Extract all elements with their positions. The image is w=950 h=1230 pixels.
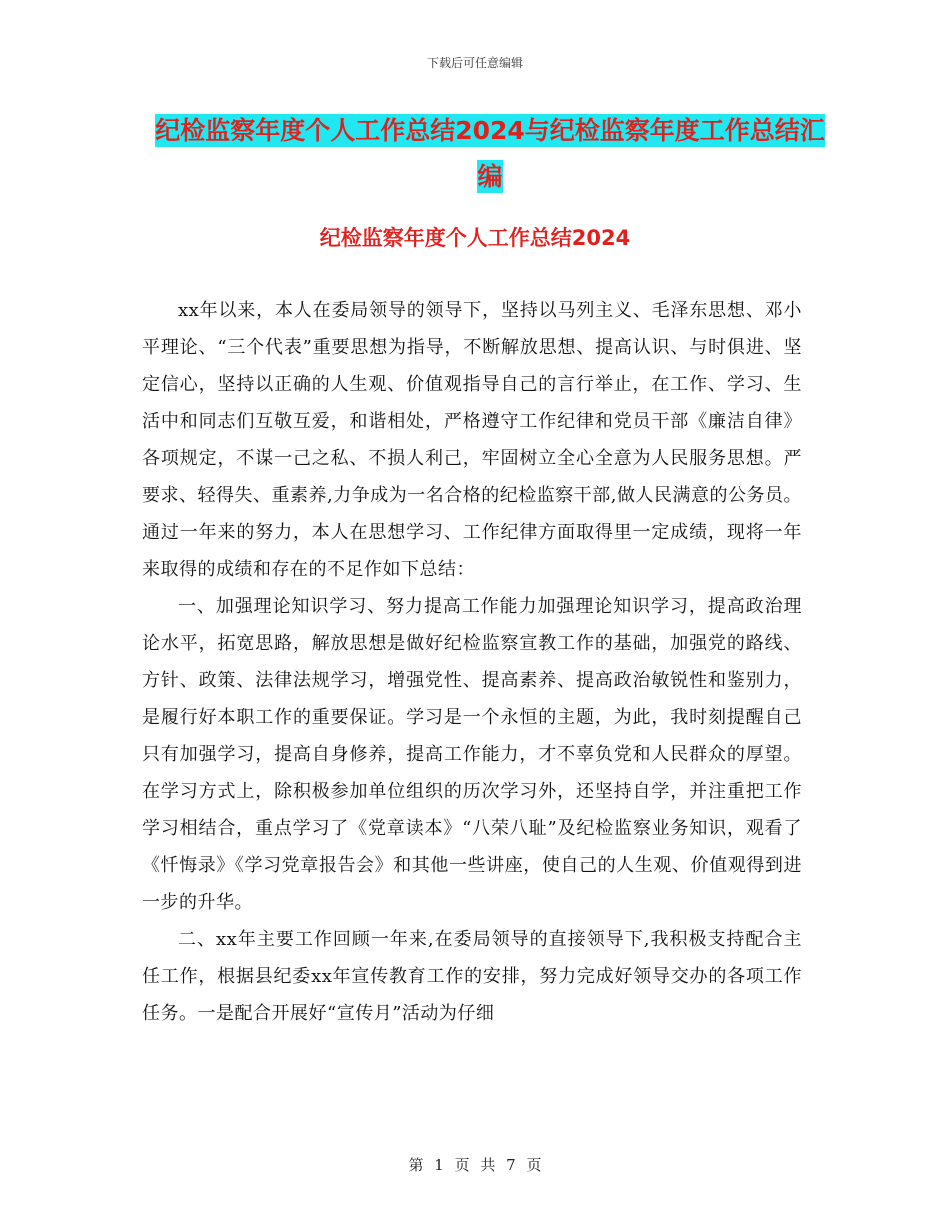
- paragraph-study: 一、加强理论知识学习、努力提高工作能力加强理论知识学习，提高政治理论水平，拓宽思路，解放思想是做好纪检监察宣教工作的基础，加强党的路线、方针、政策、法律法规学习，增强党性、提高素养、提高政治敏锐性和鉴别力，是履行好本职工作的重要保证。学习是一个永恒的主题，为此，我时刻提醒自己只有加强学习，提高自身修养，提高工作能力，才不辜负党和人民群众的厚望。在学习方式上，除积极参加单位组织的历次学习外，还坚持自学，并注重把工作学习相结合，重点学习了《党章读本》“八荣八耻”及纪检监察业务知识，观看了《忏悔录》《学习党章报告会》和其他一些讲座，使自己的人生观、价值观得到进一步的升华。: [142, 596, 802, 913]
- paragraph-intro: xx年以来，本人在委局领导的领导下，坚持以马列主义、毛泽东思想、邓小平理论、“三个代表”重要思想为指导，不断解放思想、提高认识、与时俱进、坚定信心，坚持以正确的人生观、价值观指导自己的言行举止，在工作、学习、生活中和同志们互敬互爱，和谐相处，严格遵守工作纪律和党员干部《廉洁自律》各项规定，不谋一己之私、不损人利己，牢固树立全心全意为人民服务思想。严要求、轻得失、重素养,力争成为一名合格的纪检监察干部,做人民满意的公务员。通过一年来的努力，本人在思想学习、工作纪律方面取得里一定成绩，现将一年来取得的成绩和存在的不足作如下总结：: [142, 300, 802, 580]
- document-body: [142, 292, 802, 1032]
- header-note: 下载后可任意编辑: [426, 56, 523, 70]
- section-title: 纪检监察年度个人工作总结2024: [319, 226, 631, 250]
- paragraph-work-review: 二、xx年主要工作回顾一年来,在委局领导的直接领导下,我积极支持配合主任工作，根据县纪委xx年宣传教育工作的安排，努力完成好领导交办的各项工作任务。一是配合开展好“宣传月”活动为仔细: [142, 929, 802, 1024]
- document-title: [150, 108, 830, 200]
- page-footer: 第 1 页 共 7 页: [408, 1156, 542, 1174]
- document-title-text: 纪检监察年度个人工作总结2024与纪检监察年度工作总结汇编: [155, 116, 825, 191]
